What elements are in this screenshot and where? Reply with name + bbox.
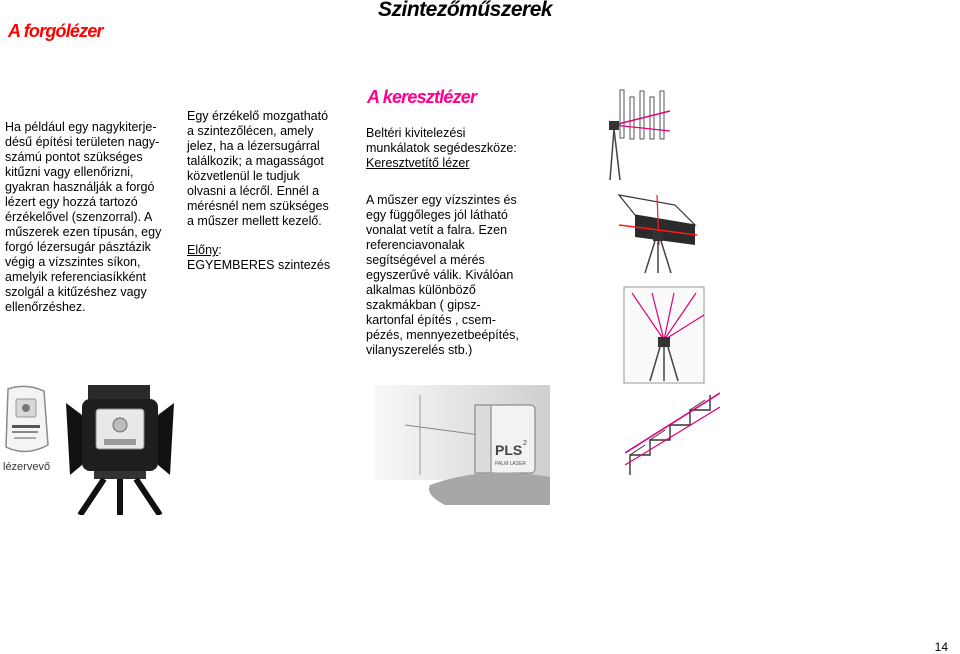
room-ceiling-drawing [622,285,706,385]
room-floor-drawing [615,185,697,275]
rotary-laser-image [60,385,190,515]
sensor-note-paragraph: Egy érzékelő mozgatható a szintezőlécen, amely jelez, ha a lézersugárral találkozik; a magasságot közvetlenül le tudjuk olvasni a lécről. Ennél a mérésnél nem szükséges a műszer mellett kezelő. [187,109,329,228]
page-number: 14 [934,640,948,654]
device-brand-superscript: 2 [523,440,527,447]
sensor-note-text [187,109,357,273]
rotary-laser-heading: A forgólézer [8,21,103,41]
cross-laser-heading: A keresztlézer [367,87,477,107]
rotary-laser-text [5,120,180,315]
rotary-laser-paragraph: Ha például egy nagykiterje- désű építési területen nagy- számú pontot szükséges kitűzni vagy ellenőrizni, gyakran használják a forgó lézert egy hozzá tartozó érzékelővel (szenzorral). A műszerek ezen típusán, egy forgó lézersugár pásztázik végig a vízszintes síkon, amelyik referenciasíkként szolgál a kitűzéshez vagy ellenőrzéshez. [5,120,162,314]
cross-laser-device-image [375,385,550,505]
advantage-colon: : [218,243,222,257]
cross-laser-text [366,126,536,358]
advantage-line [187,243,357,258]
staircase-drawing [625,385,720,485]
advantage-label: Előny [187,243,219,257]
device-brand-text: PLS [495,442,523,458]
batten-wall-drawing [600,85,670,185]
advantage-text: EGYEMBERES szintezés [187,258,331,272]
cross-laser-name: Keresztvetítő lézer [366,156,470,170]
device-model-text: PALM LASER [495,461,527,467]
laser-receiver-image [2,385,50,460]
cross-laser-paragraph: A műszer egy vízszintes és egy függőleges jól látható vonalat vetít a falra. Ezen referenciavonalak segítségével a mérés egyszerűvé válik. Kiválóan alkalmas különböző szakmákban ( gipsz- kartonfal építés , csem- pézés, mennyezetbeépítés, vilanyszerelés stb.) [366,193,519,357]
page-title: Szintezőműszerek [378,0,553,21]
cross-laser-intro: Beltéri kivitelezési munkálatok segédeszköze: [366,126,517,155]
laser-receiver-caption: lézervevő [3,461,51,473]
